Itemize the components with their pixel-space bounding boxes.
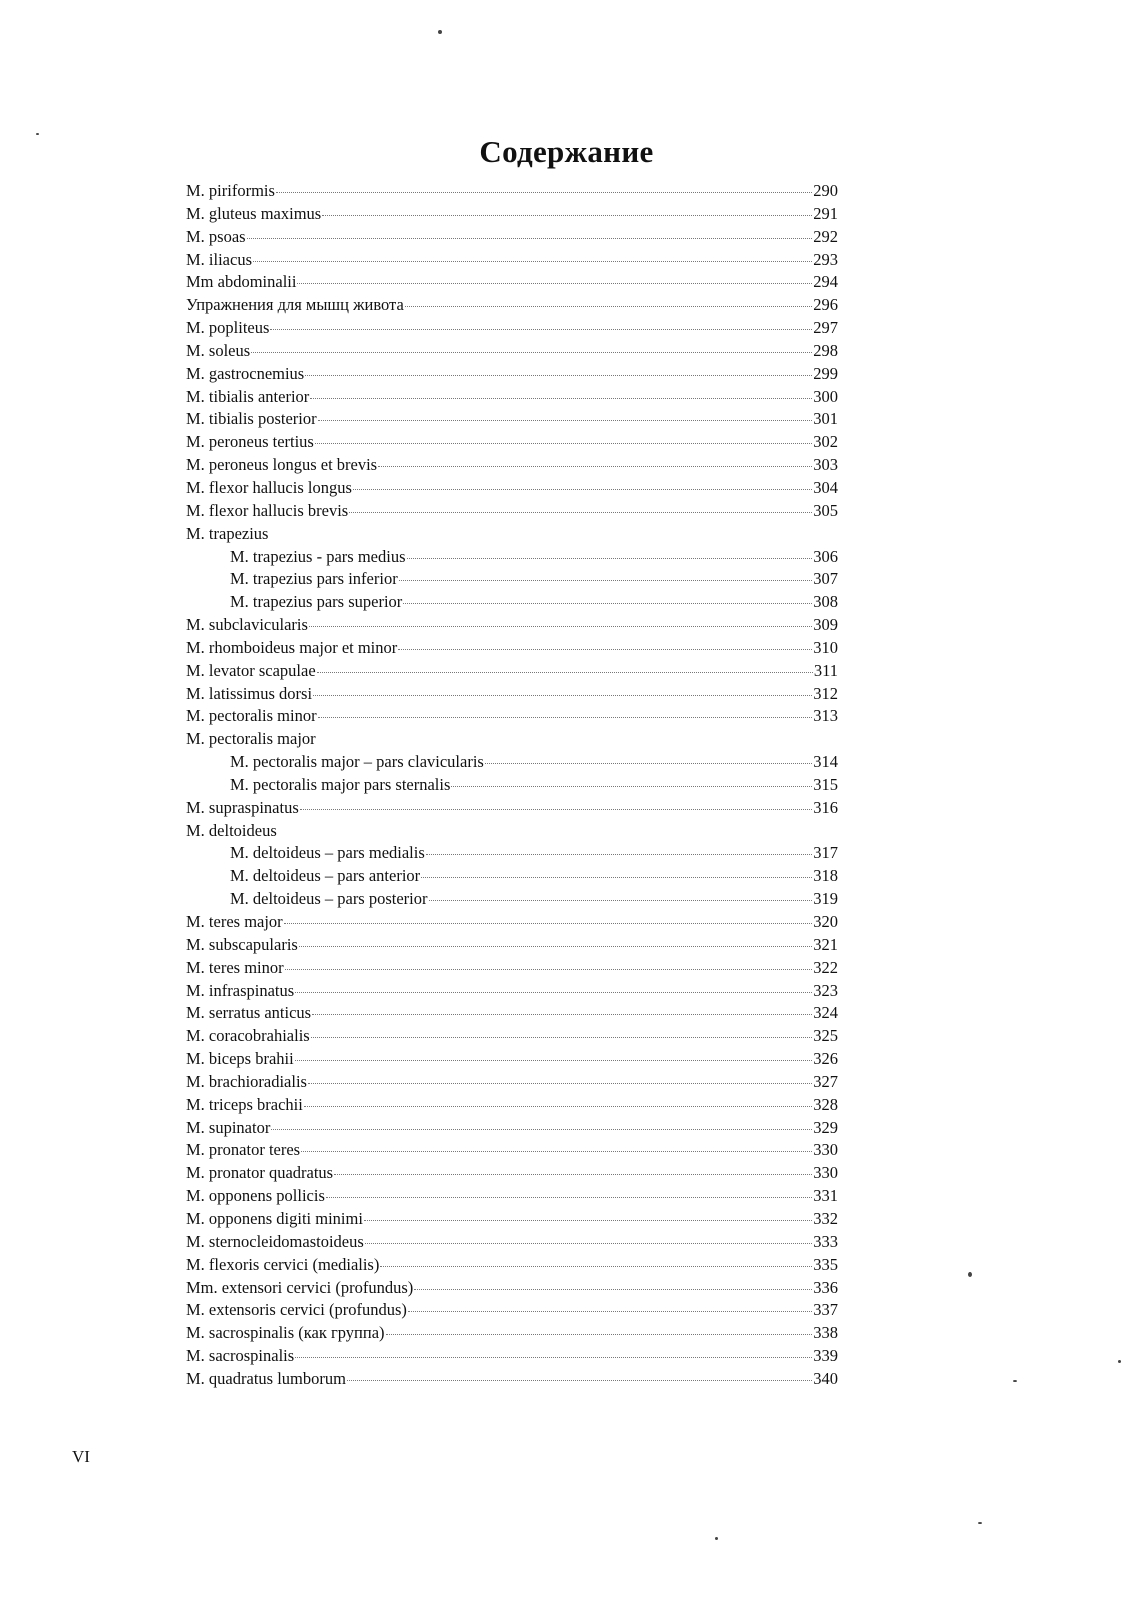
toc-entry-label: M. pectoralis major – pars clavicularis	[230, 752, 484, 772]
toc-entry-page: 310	[813, 637, 838, 657]
toc-entry[interactable]	[186, 1208, 838, 1231]
toc-entry-page: 316	[813, 797, 838, 817]
toc-subentry[interactable]	[186, 568, 838, 591]
dot-leader	[297, 283, 812, 284]
dot-leader	[312, 1014, 812, 1015]
toc-entry[interactable]	[186, 980, 838, 1003]
dot-leader	[304, 1106, 812, 1107]
dot-leader	[295, 1357, 812, 1358]
toc-entry-page: 294	[813, 272, 838, 292]
toc-entry-page: 318	[813, 866, 838, 886]
toc-subentry[interactable]	[186, 546, 838, 569]
dot-leader	[318, 420, 813, 421]
toc-entry-page: 338	[813, 1323, 838, 1343]
toc-group-label: M. deltoideus	[186, 820, 277, 840]
toc-entry[interactable]	[186, 1117, 838, 1140]
scan-speck	[715, 1537, 718, 1540]
toc-entry-label: M. supraspinatus	[186, 797, 299, 817]
toc-entry[interactable]	[186, 500, 838, 523]
toc-entry[interactable]	[186, 1368, 838, 1391]
dot-leader	[347, 1380, 812, 1381]
dot-leader	[408, 1311, 812, 1312]
toc-entry-page: 305	[813, 500, 838, 520]
dot-leader	[295, 1060, 813, 1061]
toc-entry-label: M. flexoris cervici (medialis)	[186, 1254, 380, 1274]
dot-leader	[247, 238, 813, 239]
toc-entry-label: M. pectoralis minor	[186, 706, 317, 726]
toc-entry-page: 301	[813, 409, 838, 429]
dot-leader	[271, 1129, 812, 1130]
toc-entry-page: 315	[813, 774, 838, 794]
toc-entry[interactable]	[186, 683, 838, 706]
toc-entry-page: 340	[813, 1368, 838, 1388]
toc-entry-page: 320	[813, 912, 838, 931]
toc-entry-page: 293	[813, 249, 838, 269]
toc-entry[interactable]	[186, 1277, 838, 1300]
toc-entry-page: 309	[813, 615, 838, 635]
toc-entry-label: M. psoas	[186, 226, 246, 246]
toc-entry-label: Mm. extensori cervici (profundus)	[186, 1277, 414, 1297]
toc-entry-label: M. biceps brahii	[186, 1049, 294, 1069]
toc-entry-page: 292	[813, 226, 838, 246]
toc-entry-label: M. soleus	[186, 340, 251, 360]
toc-group-heading	[186, 523, 838, 546]
dot-leader	[295, 992, 812, 993]
toc-entry-page: 322	[813, 957, 838, 977]
dot-leader	[378, 466, 812, 467]
dot-leader	[334, 1174, 812, 1175]
toc-entry-page: 336	[813, 1277, 838, 1297]
scan-speck	[968, 1272, 972, 1277]
toc-entry-label: M. supinator	[186, 1117, 271, 1137]
dot-leader	[311, 1037, 813, 1038]
dot-leader	[318, 717, 813, 718]
toc-entry[interactable]	[186, 386, 838, 409]
toc-entry[interactable]	[186, 1345, 838, 1368]
scan-speck	[438, 30, 442, 34]
toc-entry[interactable]	[186, 1139, 838, 1162]
toc-subentry[interactable]	[186, 865, 838, 888]
dot-leader	[353, 489, 812, 490]
toc-entry-label: M. opponens pollicis	[186, 1186, 325, 1206]
dot-leader	[309, 626, 812, 627]
toc-entry[interactable]	[186, 477, 838, 500]
toc-entry-label: M. quadratus lumborum	[186, 1368, 346, 1388]
toc-entry-label: M. peroneus tertius	[186, 432, 314, 452]
toc-entry-page: 321	[813, 934, 838, 954]
toc-subentry[interactable]	[186, 774, 838, 797]
dot-leader	[299, 946, 812, 947]
toc-entry-label: M. trapezius - pars medius	[230, 546, 406, 566]
toc-entry[interactable]	[186, 1162, 838, 1185]
toc-entry-page: 339	[813, 1346, 838, 1366]
toc-entry-page: 329	[813, 1117, 838, 1137]
toc-entry[interactable]	[186, 363, 838, 386]
toc-group-heading	[186, 820, 838, 843]
toc-entry[interactable]	[186, 180, 838, 203]
dot-leader	[407, 558, 813, 559]
dot-leader	[405, 306, 812, 307]
toc-entry-page: 330	[813, 1163, 838, 1183]
dot-leader	[253, 261, 812, 262]
toc-entry-page: 297	[813, 318, 838, 338]
toc-entry-label: M. deltoideus – pars anterior	[230, 866, 421, 886]
scan-speck	[1118, 1360, 1121, 1363]
toc-entry-page: 319	[813, 889, 838, 909]
dot-leader	[349, 512, 812, 513]
toc-entry-label: M. sternocleidomastoideus	[186, 1231, 364, 1251]
dot-leader	[300, 809, 813, 810]
dot-leader	[364, 1220, 812, 1221]
toc-entry-label: M. deltoideus – pars posterior	[230, 889, 428, 909]
toc-entry-label: M. latissimus dorsi	[186, 683, 313, 703]
toc-entry-label: M. peroneus longus et brevis	[186, 455, 378, 475]
toc-entry-page: 306	[813, 546, 838, 566]
toc-entry-page: 313	[813, 706, 838, 726]
dot-leader	[386, 1334, 813, 1335]
toc-entry-page: 325	[813, 1026, 838, 1046]
toc-entry-label: M. trapezius pars inferior	[230, 569, 398, 589]
page-number: VI	[72, 1447, 90, 1466]
toc-entry-label: M. sacrospinalis (как группа)	[186, 1323, 385, 1343]
toc-entry[interactable]	[186, 249, 838, 272]
toc-entry[interactable]	[186, 1002, 838, 1025]
dot-leader	[421, 877, 812, 878]
page-title: Содержание	[479, 133, 654, 169]
toc-entry-label: M. piriformis	[186, 181, 275, 200]
dot-leader	[326, 1197, 812, 1198]
toc-entry[interactable]	[186, 431, 838, 454]
toc-group-label: M. pectoralis major	[186, 729, 316, 749]
toc-entry[interactable]	[186, 1185, 838, 1208]
toc-entry-label: M. triceps brachii	[186, 1094, 303, 1114]
toc-entry[interactable]	[186, 614, 838, 637]
toc-entry-page: 331	[813, 1186, 838, 1206]
toc-entry-page: 299	[813, 363, 838, 383]
toc-subentry[interactable]	[186, 751, 838, 774]
dot-leader	[284, 923, 813, 924]
toc-entry[interactable]	[186, 1254, 838, 1277]
dot-leader	[322, 215, 812, 216]
toc-entry[interactable]	[186, 340, 838, 363]
toc-entry-page: 290	[813, 181, 838, 200]
dot-leader	[310, 398, 812, 399]
toc-entry[interactable]	[186, 1231, 838, 1254]
toc-entry[interactable]	[186, 203, 838, 226]
toc-entry-label: Упражнения для мышц живота	[186, 295, 404, 315]
toc-entry[interactable]	[186, 226, 838, 249]
toc-entry-page: 308	[813, 592, 838, 612]
toc-entry-page: 296	[813, 295, 838, 315]
toc-entry-page: 291	[813, 203, 838, 223]
toc-entry-label: M. sacrospinalis	[186, 1346, 295, 1366]
toc-entry[interactable]	[186, 637, 838, 660]
toc-entry-label: M. subscapularis	[186, 934, 298, 954]
toc-entry-label: M. flexor hallucis longus	[186, 477, 352, 497]
toc-entry-page: 332	[813, 1208, 838, 1228]
toc-entry[interactable]	[186, 797, 838, 820]
toc-entry-label: M. extensoris cervici (profundus)	[186, 1300, 407, 1320]
toc-entry-page: 337	[813, 1300, 838, 1320]
toc-entry-label: M. levator scapulae	[186, 660, 316, 680]
toc-entry[interactable]	[186, 705, 838, 728]
toc-entry-page: 323	[813, 980, 838, 1000]
toc-entry-label: M. gastrocnemius	[186, 363, 305, 383]
toc-entry-label: M. infraspinatus	[186, 980, 295, 1000]
dot-leader	[398, 649, 812, 650]
toc-entry-label: M. opponens digiti minimi	[186, 1208, 363, 1228]
toc-entry[interactable]	[186, 1322, 838, 1345]
toc-entry-page: 333	[813, 1231, 838, 1251]
toc-entry-label: M. teres major	[186, 912, 283, 931]
toc-entry-label: M. serratus anticus	[186, 1003, 312, 1023]
toc-entry-page: 300	[813, 386, 838, 406]
dot-leader	[403, 603, 812, 604]
toc-entry[interactable]	[186, 957, 838, 980]
toc-entry[interactable]	[186, 911, 838, 934]
toc-entry-page: 304	[813, 477, 838, 497]
dot-leader	[301, 1151, 812, 1152]
toc-entry-page: 324	[813, 1003, 838, 1023]
dot-leader	[365, 1243, 812, 1244]
dot-leader	[251, 352, 812, 353]
toc-entry-page: 298	[813, 340, 838, 360]
scan-speck	[36, 133, 39, 135]
toc-entry-label: M. subclavicularis	[186, 615, 308, 635]
scan-speck	[1013, 1380, 1017, 1382]
dot-leader	[414, 1289, 812, 1290]
dot-leader	[315, 443, 812, 444]
toc-entry-label: M. tibialis posterior	[186, 409, 317, 429]
toc-entry-page: 314	[813, 752, 838, 772]
toc-entry-label: M. flexor hallucis brevis	[186, 500, 349, 520]
toc-entry-label: M. coracobrahialis	[186, 1026, 310, 1046]
toc-entry[interactable]	[186, 294, 838, 317]
scan-speck	[978, 1522, 982, 1524]
toc-entry-label: M. tibialis anterior	[186, 386, 310, 406]
toc-entry-label: Mm abdominalii	[186, 272, 297, 292]
toc-entry-page: 335	[813, 1254, 838, 1274]
toc-entry[interactable]	[186, 934, 838, 957]
toc-entry[interactable]	[186, 1048, 838, 1071]
dot-leader	[305, 375, 812, 376]
toc-entry-label: M. pronator quadratus	[186, 1163, 334, 1183]
dot-leader	[380, 1266, 812, 1267]
toc-entry-label: M. rhomboideus major et minor	[186, 637, 398, 657]
toc-group-heading	[186, 728, 838, 751]
dot-leader	[451, 786, 812, 787]
toc-entry-label: M. pectoralis major pars sternalis	[230, 774, 451, 794]
dot-leader	[429, 900, 813, 901]
toc-subentry[interactable]	[186, 842, 838, 865]
toc-entry-page: 327	[813, 1071, 838, 1091]
toc-entry[interactable]	[186, 408, 838, 431]
dot-leader	[276, 192, 812, 193]
table-of-contents	[186, 180, 838, 1391]
dot-leader	[285, 969, 813, 970]
toc-entry-page: 317	[813, 843, 838, 863]
toc-entry-page: 330	[813, 1140, 838, 1160]
toc-entry-page: 302	[813, 432, 838, 452]
dot-leader	[399, 580, 813, 581]
toc-entry[interactable]	[186, 1025, 838, 1048]
toc-entry-label: M. trapezius pars superior	[230, 592, 403, 612]
toc-subentry[interactable]	[186, 888, 838, 911]
toc-entry[interactable]	[186, 317, 838, 340]
toc-entry[interactable]	[186, 1094, 838, 1117]
toc-entry[interactable]	[186, 271, 838, 294]
toc-subentry[interactable]	[186, 591, 838, 614]
toc-entry-page: 311	[813, 660, 838, 680]
toc-entry-label: M. brachioradialis	[186, 1071, 307, 1091]
toc-entry-label: M. teres minor	[186, 957, 284, 977]
toc-entry-label: M. gluteus maximus	[186, 203, 322, 223]
toc-entry-page: 307	[813, 569, 838, 589]
toc-entry-label: M. iliacus	[186, 249, 252, 269]
dot-leader	[270, 329, 812, 330]
toc-entry-label: M. pronator teres	[186, 1140, 301, 1160]
toc-entry-page: 326	[813, 1049, 838, 1069]
toc-entry-label: M. popliteus	[186, 318, 270, 338]
dot-leader	[426, 854, 812, 855]
toc-entry[interactable]	[186, 660, 838, 683]
toc-entry-page: 303	[813, 455, 838, 475]
toc-entry[interactable]	[186, 454, 838, 477]
dot-leader	[317, 672, 813, 673]
toc-entry-label: M. deltoideus – pars medialis	[230, 843, 425, 863]
dot-leader	[313, 695, 812, 696]
toc-group-label: M. trapezius	[186, 523, 269, 543]
toc-entry-page: 312	[813, 683, 838, 703]
toc-entry[interactable]	[186, 1299, 838, 1322]
dot-leader	[485, 763, 812, 764]
dot-leader	[308, 1083, 812, 1084]
toc-entry-page: 328	[813, 1094, 838, 1114]
toc-entry[interactable]	[186, 1071, 838, 1094]
